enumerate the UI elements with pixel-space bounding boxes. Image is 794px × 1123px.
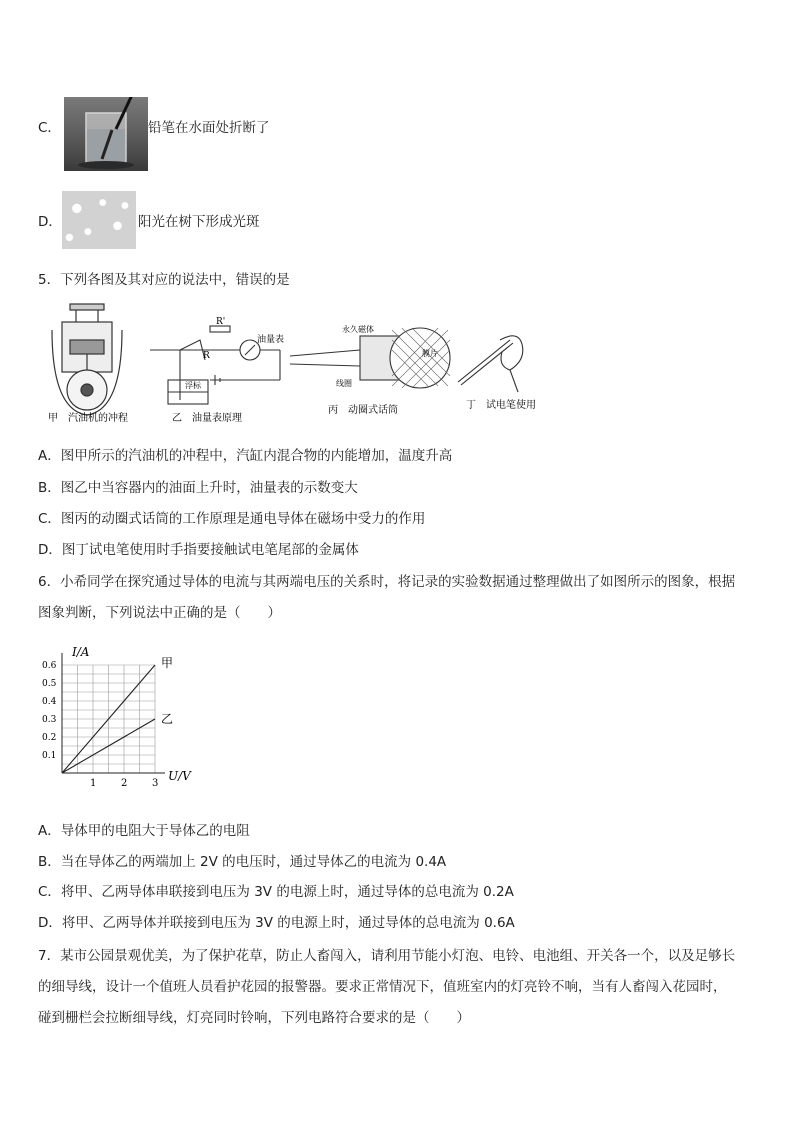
test-pen-drawing (458, 336, 523, 392)
q4-option-d-letter: D． (38, 214, 62, 230)
q7-line3: 碰到栅栏会拉断细导线，灯亮同时铃响，下列电路符合要求的是（ ） (38, 1010, 470, 1026)
y-tick-label: 0.4 (42, 697, 57, 707)
q6-option-b: B．当在导体乙的两端加上 2V 的电压时，通过导体乙的电流为 0.4A (38, 854, 447, 870)
y-tick-label: 0.6 (42, 661, 57, 671)
y-tick-label: 0.1 (42, 751, 57, 761)
q7-line2: 的细导线，设计一个值班人员看护花园的报警器。要求正常情况下，值班室内的灯亮铃不响，当有人畜闯入花园时， (38, 979, 727, 995)
microphone-drawing (290, 328, 450, 388)
label-film: 膜片 (422, 349, 438, 358)
y-axis-label: I/A (72, 645, 90, 659)
fig-caption-yi: 乙 油量表原理 (172, 413, 242, 424)
y-tick-label: 0.2 (42, 733, 57, 743)
q4-option-d-text: 阳光在树下形成光斑 (138, 214, 260, 230)
q5-option-c: C．图丙的动圈式话筒的工作原理是通电导体在磁场中受力的作用 (38, 511, 426, 527)
q6-option-d: D．将甲、乙两导体并联接到电压为 3V 的电源上时，通过导体的总电流为 0.6A (38, 915, 515, 931)
q6-option-c: C．将甲、乙两导体串联接到电压为 3V 的电源上时，通过导体的总电流为 0.2A (38, 884, 514, 900)
q5-stem: 5．下列各图及其对应的说法中，错误的是 (38, 272, 290, 288)
label-r-prime: R' (216, 317, 226, 327)
light-spots-photo (62, 191, 136, 249)
x-tick-label: 3 (152, 778, 159, 789)
label-fubiao: 浮标 (185, 381, 201, 390)
pencil-in-water-photo (64, 97, 148, 171)
series-label-jia: 甲 (161, 656, 174, 670)
series-label-yi: 乙 (161, 712, 174, 726)
q4-option-c-letter: C． (38, 120, 61, 136)
y-tick-label: 0.5 (42, 679, 57, 689)
label-youliangbiao: 油量表 (257, 335, 285, 345)
chart-ticks (42, 661, 158, 789)
fig-caption-jia: 甲 汽油机的冲程 (48, 413, 128, 424)
label-coil: 线圈 (336, 379, 352, 388)
q5-figure-drawings (40, 300, 540, 430)
x-tick-label: 1 (90, 778, 97, 789)
y-tick-label: 0.3 (42, 715, 57, 725)
q5-option-d: D．图丁试电笔使用时手指要接触试电笔尾部的金属体 (38, 542, 359, 558)
iu-chart (38, 640, 208, 790)
label-magnet: 永久磁体 (342, 325, 374, 334)
q5-option-a: A．图甲所示的汽油机的冲程中，汽缸内混合物的内能增加，温度升高 (38, 448, 453, 464)
fig-caption-ding: 丁 试电笔使用 (466, 400, 536, 411)
x-tick-label: 2 (121, 778, 128, 789)
q5-option-b: B．图乙中当容器内的油面上升时，油量表的示数变大 (38, 480, 358, 496)
chart-lines (62, 656, 173, 773)
q6-stem-line1: 6．小希同学在探究通过导体的电流与其两端电压的关系时，将记录的实验数据通过整理做出了如图所示的图象，根据 (38, 574, 736, 590)
label-r: R (203, 351, 210, 361)
fig-caption-bing: 丙 动圈式话筒 (328, 405, 398, 416)
q6-stem-line2: 图象判断，下列说法中正确的是（ ） (38, 605, 281, 621)
q5-figure-panel (40, 300, 540, 430)
x-axis-label: U/V (168, 769, 191, 783)
q4-option-c-text: 铅笔在水面处折断了 (148, 120, 270, 136)
engine-drawing (52, 304, 122, 415)
q6-option-a: A．导体甲的电阻大于导体乙的电阻 (38, 823, 250, 839)
q7-line1: 7．某市公园景观优美，为了保护花草，防止人畜闯入，请利用节能小灯泡、电铃、电池组、开关各一个，以及足够长 (38, 948, 736, 964)
